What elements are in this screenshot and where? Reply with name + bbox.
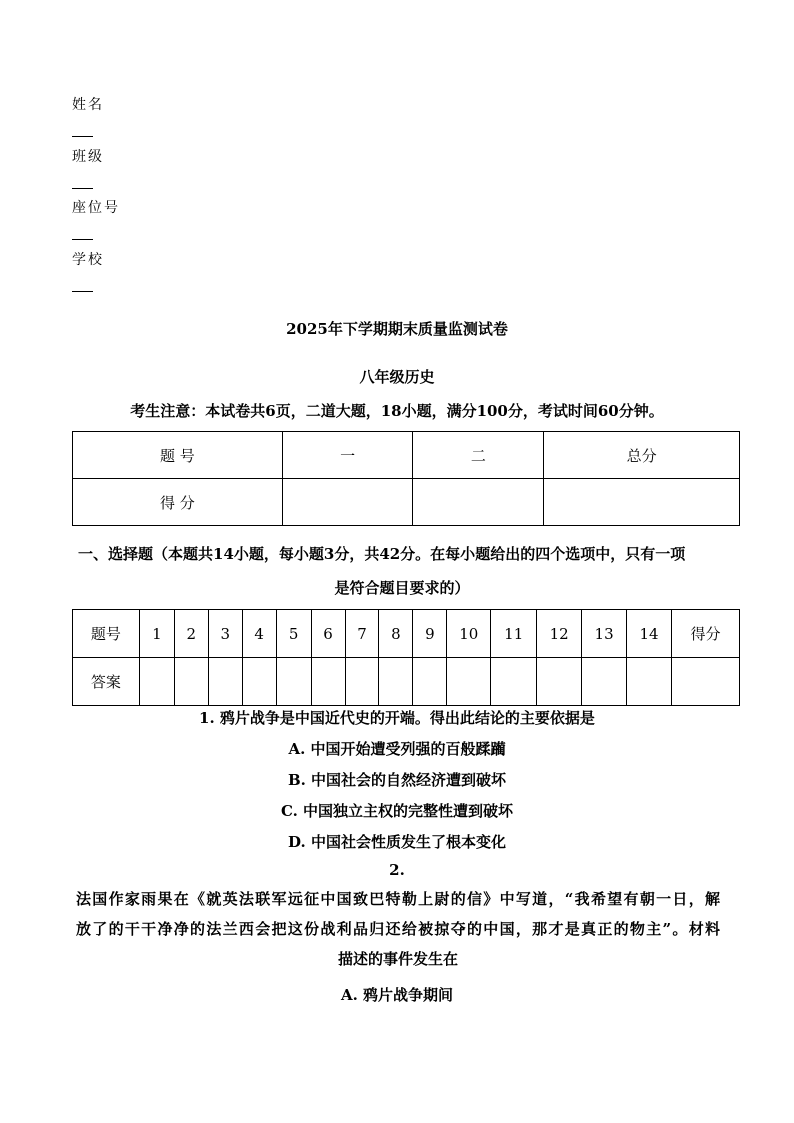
score-header-number: 题 号 bbox=[73, 432, 283, 479]
question-number-cell: 3 bbox=[208, 610, 242, 658]
question-2-stem-line2: 放了的干干净净的法兰西会把这份战利品归还给被掠夺的中国，那才是真正的物主”。材料 bbox=[76, 920, 720, 938]
answer-header-label: 题号 bbox=[73, 610, 140, 658]
school-blank[interactable] bbox=[72, 291, 93, 292]
answer-cell[interactable] bbox=[311, 658, 345, 706]
score-header-part2: 二 bbox=[413, 432, 544, 479]
answer-cell[interactable] bbox=[208, 658, 242, 706]
question-number-cell: 13 bbox=[582, 610, 627, 658]
score-cell-part1[interactable] bbox=[282, 479, 413, 526]
score-table-score-row bbox=[73, 479, 740, 526]
class-blank[interactable] bbox=[72, 188, 93, 189]
answer-cell[interactable] bbox=[627, 658, 672, 706]
question-number-cell: 14 bbox=[627, 610, 672, 658]
name-field bbox=[72, 96, 120, 148]
question-2-stem-line3: 描述的事件发生在 bbox=[337, 950, 458, 968]
answer-table-answer-row bbox=[73, 658, 740, 706]
question-2-option-a: A. 鸦片战争期间 bbox=[340, 986, 454, 1004]
answer-score-cell[interactable] bbox=[672, 658, 740, 706]
section1-title-line2: 是符合题目要求的） bbox=[334, 579, 470, 597]
question-number-cell: 4 bbox=[242, 610, 276, 658]
answer-table-header-row bbox=[73, 610, 740, 658]
name-label: 姓名 bbox=[72, 97, 104, 113]
question-1-stem: 1. 鸦片战争是中国近代史的开端。得出此结论的主要依据是 bbox=[199, 709, 595, 727]
question-1-option-c: C. 中国独立主权的完整性遭到破坏 bbox=[280, 802, 514, 820]
answer-cell[interactable] bbox=[582, 658, 627, 706]
question-number-cell: 2 bbox=[174, 610, 208, 658]
question-number-cell: 1 bbox=[139, 610, 174, 658]
question-number-cell: 5 bbox=[276, 610, 311, 658]
question-2-stem bbox=[76, 884, 720, 974]
score-table-header-row bbox=[73, 432, 740, 479]
seat-blank[interactable] bbox=[72, 239, 93, 240]
question-number-cell: 11 bbox=[491, 610, 537, 658]
section1-title-line1: 一、选择题（本题共14小题，每小题3分，共42分。在每小题给出的四个选项中，只有一项 bbox=[78, 545, 686, 563]
answer-header-score: 得分 bbox=[672, 610, 740, 658]
question-2-number: 2. bbox=[389, 861, 405, 879]
score-row-label: 得 分 bbox=[73, 479, 283, 526]
exam-title: 2025年下学期期末质量监测试卷 bbox=[286, 320, 508, 338]
answer-cell[interactable] bbox=[447, 658, 491, 706]
answer-cell[interactable] bbox=[537, 658, 582, 706]
seat-label: 座位号 bbox=[72, 200, 120, 216]
question-2-stem-line1: 法国作家雨果在《就英法联军远征中国致巴特勒上尉的信》中写道，“我希望有朝一日，解 bbox=[76, 890, 720, 908]
score-header-part1: 一 bbox=[282, 432, 413, 479]
score-table bbox=[72, 431, 740, 526]
answer-cell[interactable] bbox=[491, 658, 537, 706]
question-number-cell: 12 bbox=[537, 610, 582, 658]
answer-cell[interactable] bbox=[276, 658, 311, 706]
question-1-option-d: D. 中国社会性质发生了根本变化 bbox=[288, 833, 506, 851]
score-cell-total[interactable] bbox=[544, 479, 740, 526]
question-number-cell: 9 bbox=[413, 610, 447, 658]
student-info-block bbox=[72, 96, 120, 302]
answer-cell[interactable] bbox=[413, 658, 447, 706]
exam-notice: 考生注意：本试卷共6页，二道大题，18小题，满分100分，考试时间60分钟。 bbox=[130, 402, 664, 420]
question-number-cell: 10 bbox=[447, 610, 491, 658]
answer-table bbox=[72, 609, 740, 706]
question-number-cell: 8 bbox=[379, 610, 413, 658]
class-label: 班级 bbox=[72, 148, 104, 165]
question-1-option-a: A. 中国开始遭受列强的百般蹂躏 bbox=[288, 740, 506, 758]
question-number-cell: 7 bbox=[345, 610, 379, 658]
question-1-option-b: B. 中国社会的自然经济遭到破坏 bbox=[287, 771, 507, 789]
name-blank[interactable] bbox=[72, 136, 93, 137]
school-field bbox=[72, 251, 120, 303]
score-header-total: 总分 bbox=[544, 432, 740, 479]
answer-cell[interactable] bbox=[379, 658, 413, 706]
answer-cell[interactable] bbox=[345, 658, 379, 706]
answer-row-label: 答案 bbox=[73, 658, 140, 706]
seat-field bbox=[72, 199, 120, 251]
question-number-cell: 6 bbox=[311, 610, 345, 658]
exam-subject: 八年级历史 bbox=[359, 368, 435, 386]
answer-cell[interactable] bbox=[139, 658, 174, 706]
school-label: 学校 bbox=[72, 251, 104, 268]
class-field bbox=[72, 148, 120, 200]
answer-cell[interactable] bbox=[242, 658, 276, 706]
score-cell-part2[interactable] bbox=[413, 479, 544, 526]
answer-cell[interactable] bbox=[174, 658, 208, 706]
